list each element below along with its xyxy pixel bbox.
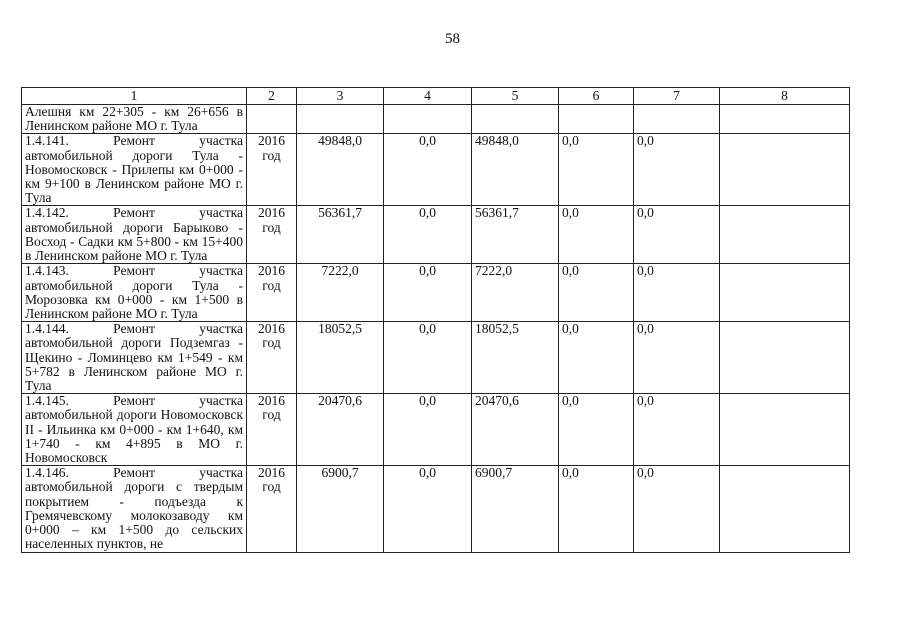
cell-col5: 49848,0 [472,134,559,206]
cell-col5: 7222,0 [472,264,559,322]
table-row [22,322,850,394]
row-year: 2016 год [247,264,297,322]
page-number: 58 [445,31,460,47]
cell-col5 [472,105,559,134]
table-row [22,394,850,466]
table-row [22,105,850,134]
cell-col6: 0,0 [559,394,634,466]
column-header: 4 [384,88,472,105]
row-description: 1.4.141. Ремонт участка автомобильной дороги Тула - Новомосковск - Прилепы км 0+000 - км 9+100 в Ленинском районе МО г. Тула [22,134,247,206]
row-year: 2016 год [247,322,297,394]
cell-col4: 0,0 [384,264,472,322]
table-row [22,206,850,264]
cell-col8 [720,206,850,264]
row-year [247,105,297,134]
cell-col3 [297,105,384,134]
cell-col8 [720,134,850,206]
cell-col8 [720,322,850,394]
cell-col5: 6900,7 [472,466,559,553]
cell-col6: 0,0 [559,206,634,264]
column-header: 6 [559,88,634,105]
cell-col6: 0,0 [559,264,634,322]
cell-col6: 0,0 [559,322,634,394]
column-header: 3 [297,88,384,105]
column-header: 8 [720,88,850,105]
cell-col8 [720,466,850,553]
table-row [22,134,850,206]
cell-col7: 0,0 [634,264,720,322]
cell-col7: 0,0 [634,322,720,394]
row-description: 1.4.143. Ремонт участка автомобильной дороги Тула - Морозовка км 0+000 - км 1+500 в Ленинском районе МО г. Тула [22,264,247,322]
cell-col3: 20470,6 [297,394,384,466]
cell-col4: 0,0 [384,206,472,264]
row-description: 1.4.142. Ремонт участка автомобильной дороги Барыково - Восход - Садки км 5+800 - км 15+400 в Ленинском районе МО г. Тула [22,206,247,264]
cell-col7: 0,0 [634,206,720,264]
row-year: 2016 год [247,466,297,553]
header-row [22,88,850,105]
cell-col7: 0,0 [634,394,720,466]
column-header: 5 [472,88,559,105]
column-header: 2 [247,88,297,105]
cell-col4 [384,105,472,134]
cell-col3: 7222,0 [297,264,384,322]
cell-col5: 18052,5 [472,322,559,394]
cell-col4: 0,0 [384,394,472,466]
cell-col4: 0,0 [384,134,472,206]
table-row [22,466,850,553]
cell-col6: 0,0 [559,134,634,206]
row-year: 2016 год [247,394,297,466]
row-description: 1.4.144. Ремонт участка автомобильной дороги Подземгаз - Щекино - Ломинцево км 1+549 - км 5+782 в Ленинском районе МО г. Тула [22,322,247,394]
budget-table [21,87,850,553]
row-description: 1.4.146. Ремонт участка автомобильной дороги с твердым покрытием - подъезда к Гремячевскому молокозаводу км 0+000 – км 1+500 до сельских населенных пунктов, не [22,466,247,553]
cell-col4: 0,0 [384,466,472,553]
cell-col6 [559,105,634,134]
cell-col7: 0,0 [634,134,720,206]
cell-col7: 0,0 [634,466,720,553]
row-description: 1.4.145. Ремонт участка автомобильной дороги Новомосковск II - Ильинка км 0+000 - км 1+640, км 1+740 - км 4+895 в МО г. Новомосковск [22,394,247,466]
row-year: 2016 год [247,134,297,206]
row-description: Алешня км 22+305 - км 26+656 в Ленинском районе МО г. Тула [22,105,247,134]
row-year: 2016 год [247,206,297,264]
cell-col3: 49848,0 [297,134,384,206]
cell-col4: 0,0 [384,322,472,394]
cell-col5: 56361,7 [472,206,559,264]
cell-col3: 56361,7 [297,206,384,264]
column-header: 1 [22,88,247,105]
cell-col8 [720,105,850,134]
cell-col3: 18052,5 [297,322,384,394]
cell-col5: 20470,6 [472,394,559,466]
column-header: 7 [634,88,720,105]
cell-col8 [720,264,850,322]
table-row [22,264,850,322]
cell-col3: 6900,7 [297,466,384,553]
cell-col7 [634,105,720,134]
cell-col6: 0,0 [559,466,634,553]
cell-col8 [720,394,850,466]
